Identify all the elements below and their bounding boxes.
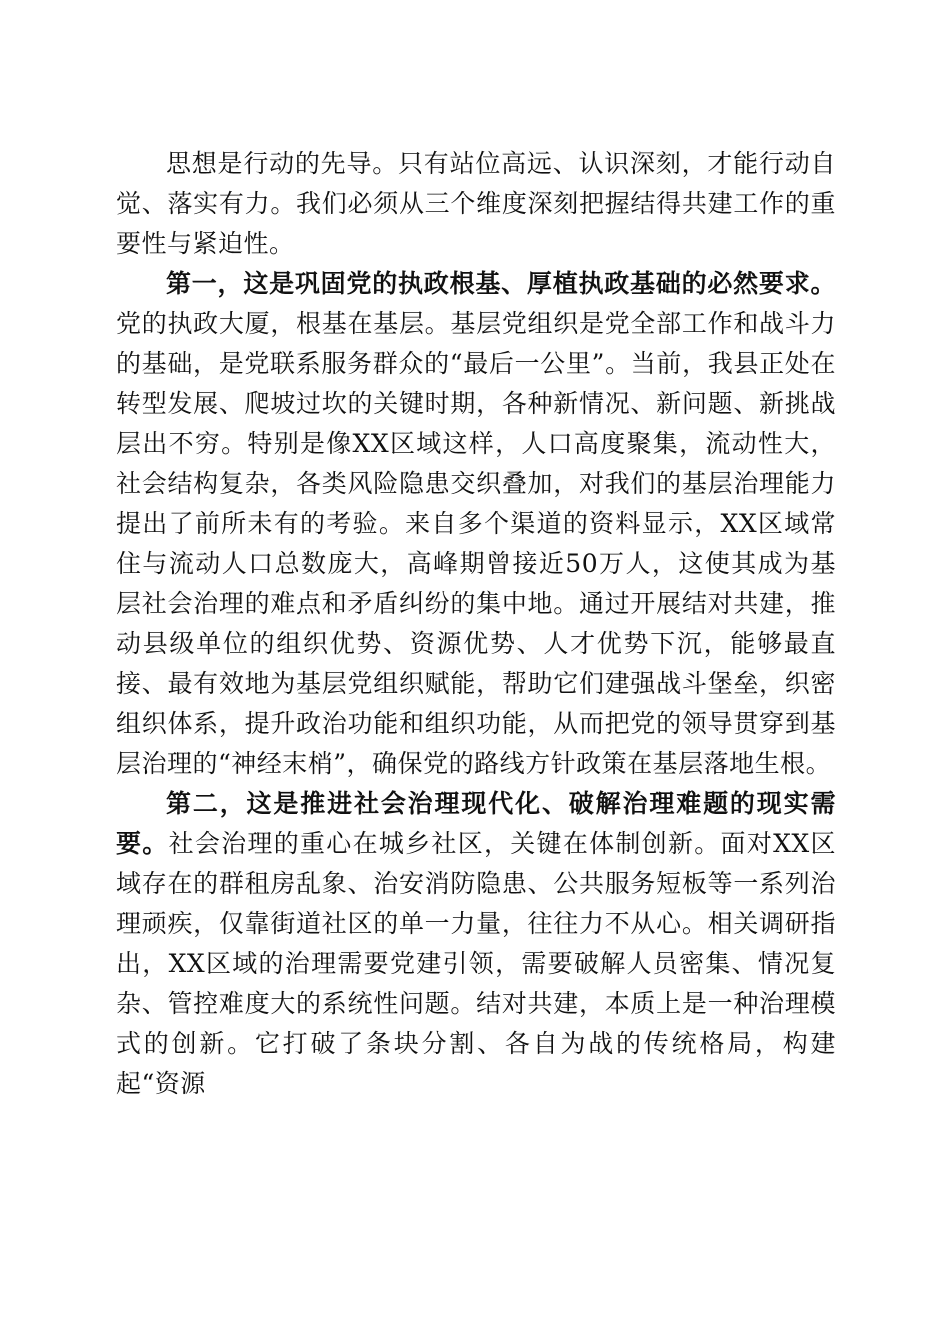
paragraph-intro: [116, 144, 836, 264]
paragraph-text: 党的执政大厦，根基在基层。基层党组织是党全部工作和战斗力的基础，是党联系服务群众的“最后一公里”。当前，我县正处在转型发展、爬坡过坎的关键时期，各种新情况、新问题、新挑战层出不穷。特别是像XX区域这样，人口高度聚集，流动性大，社会结构复杂，各类风险隐患交织叠加，对我们的基层治理能力提出了前所未有的考验。来自多个渠道的资料显示，XX区域常住与流动人口总数庞大，高峰期曾接近50万人，这使其成为基层社会治理的难点和矛盾纠纷的集中地。通过开展结对共建，推动县级单位的组织优势、资源优势、人才优势下沉，能够最直接、最有效地为基层党组织赋能，帮助它们建强战斗堡垒，织密组织体系，提升政治功能和组织功能，从而把党的领导贯穿到基层治理的“神经末梢”，确保党的路线方针政策在基层落地生根。: [116, 309, 836, 778]
paragraph-text: 社会治理的重心在城乡社区，关键在体制创新。面对XX区域存在的群租房乱象、治安消防隐患、公共服务短板等一系列治理顽疾，仅靠街道社区的单一力量，往往力不从心。相关调研指出，XX区域的治理需要党建引领，需要破解人员密集、情况复杂、管控难度大的系统性问题。结对共建，本质上是一种治理模式的创新。它打破了条块分割、各自为战的传统格局，构建起“资源: [116, 829, 836, 1098]
document-body: [116, 144, 836, 1104]
paragraph-lead: 第一，这是巩固党的执政根基、厚植执政基础的必然要求。: [166, 269, 836, 298]
paragraph-text: 思想是行动的先导。只有站位高远、认识深刻，才能行动自觉、落实有力。我们必须从三个维度深刻把握结得共建工作的重要性与紧迫性。: [116, 149, 836, 258]
paragraph-second-point: [116, 784, 836, 1104]
paragraph-first-point: [116, 264, 836, 784]
paragraph-lead: 第二，这是推进社会治理现代化、破解治理难题的现实需要。: [116, 789, 836, 858]
